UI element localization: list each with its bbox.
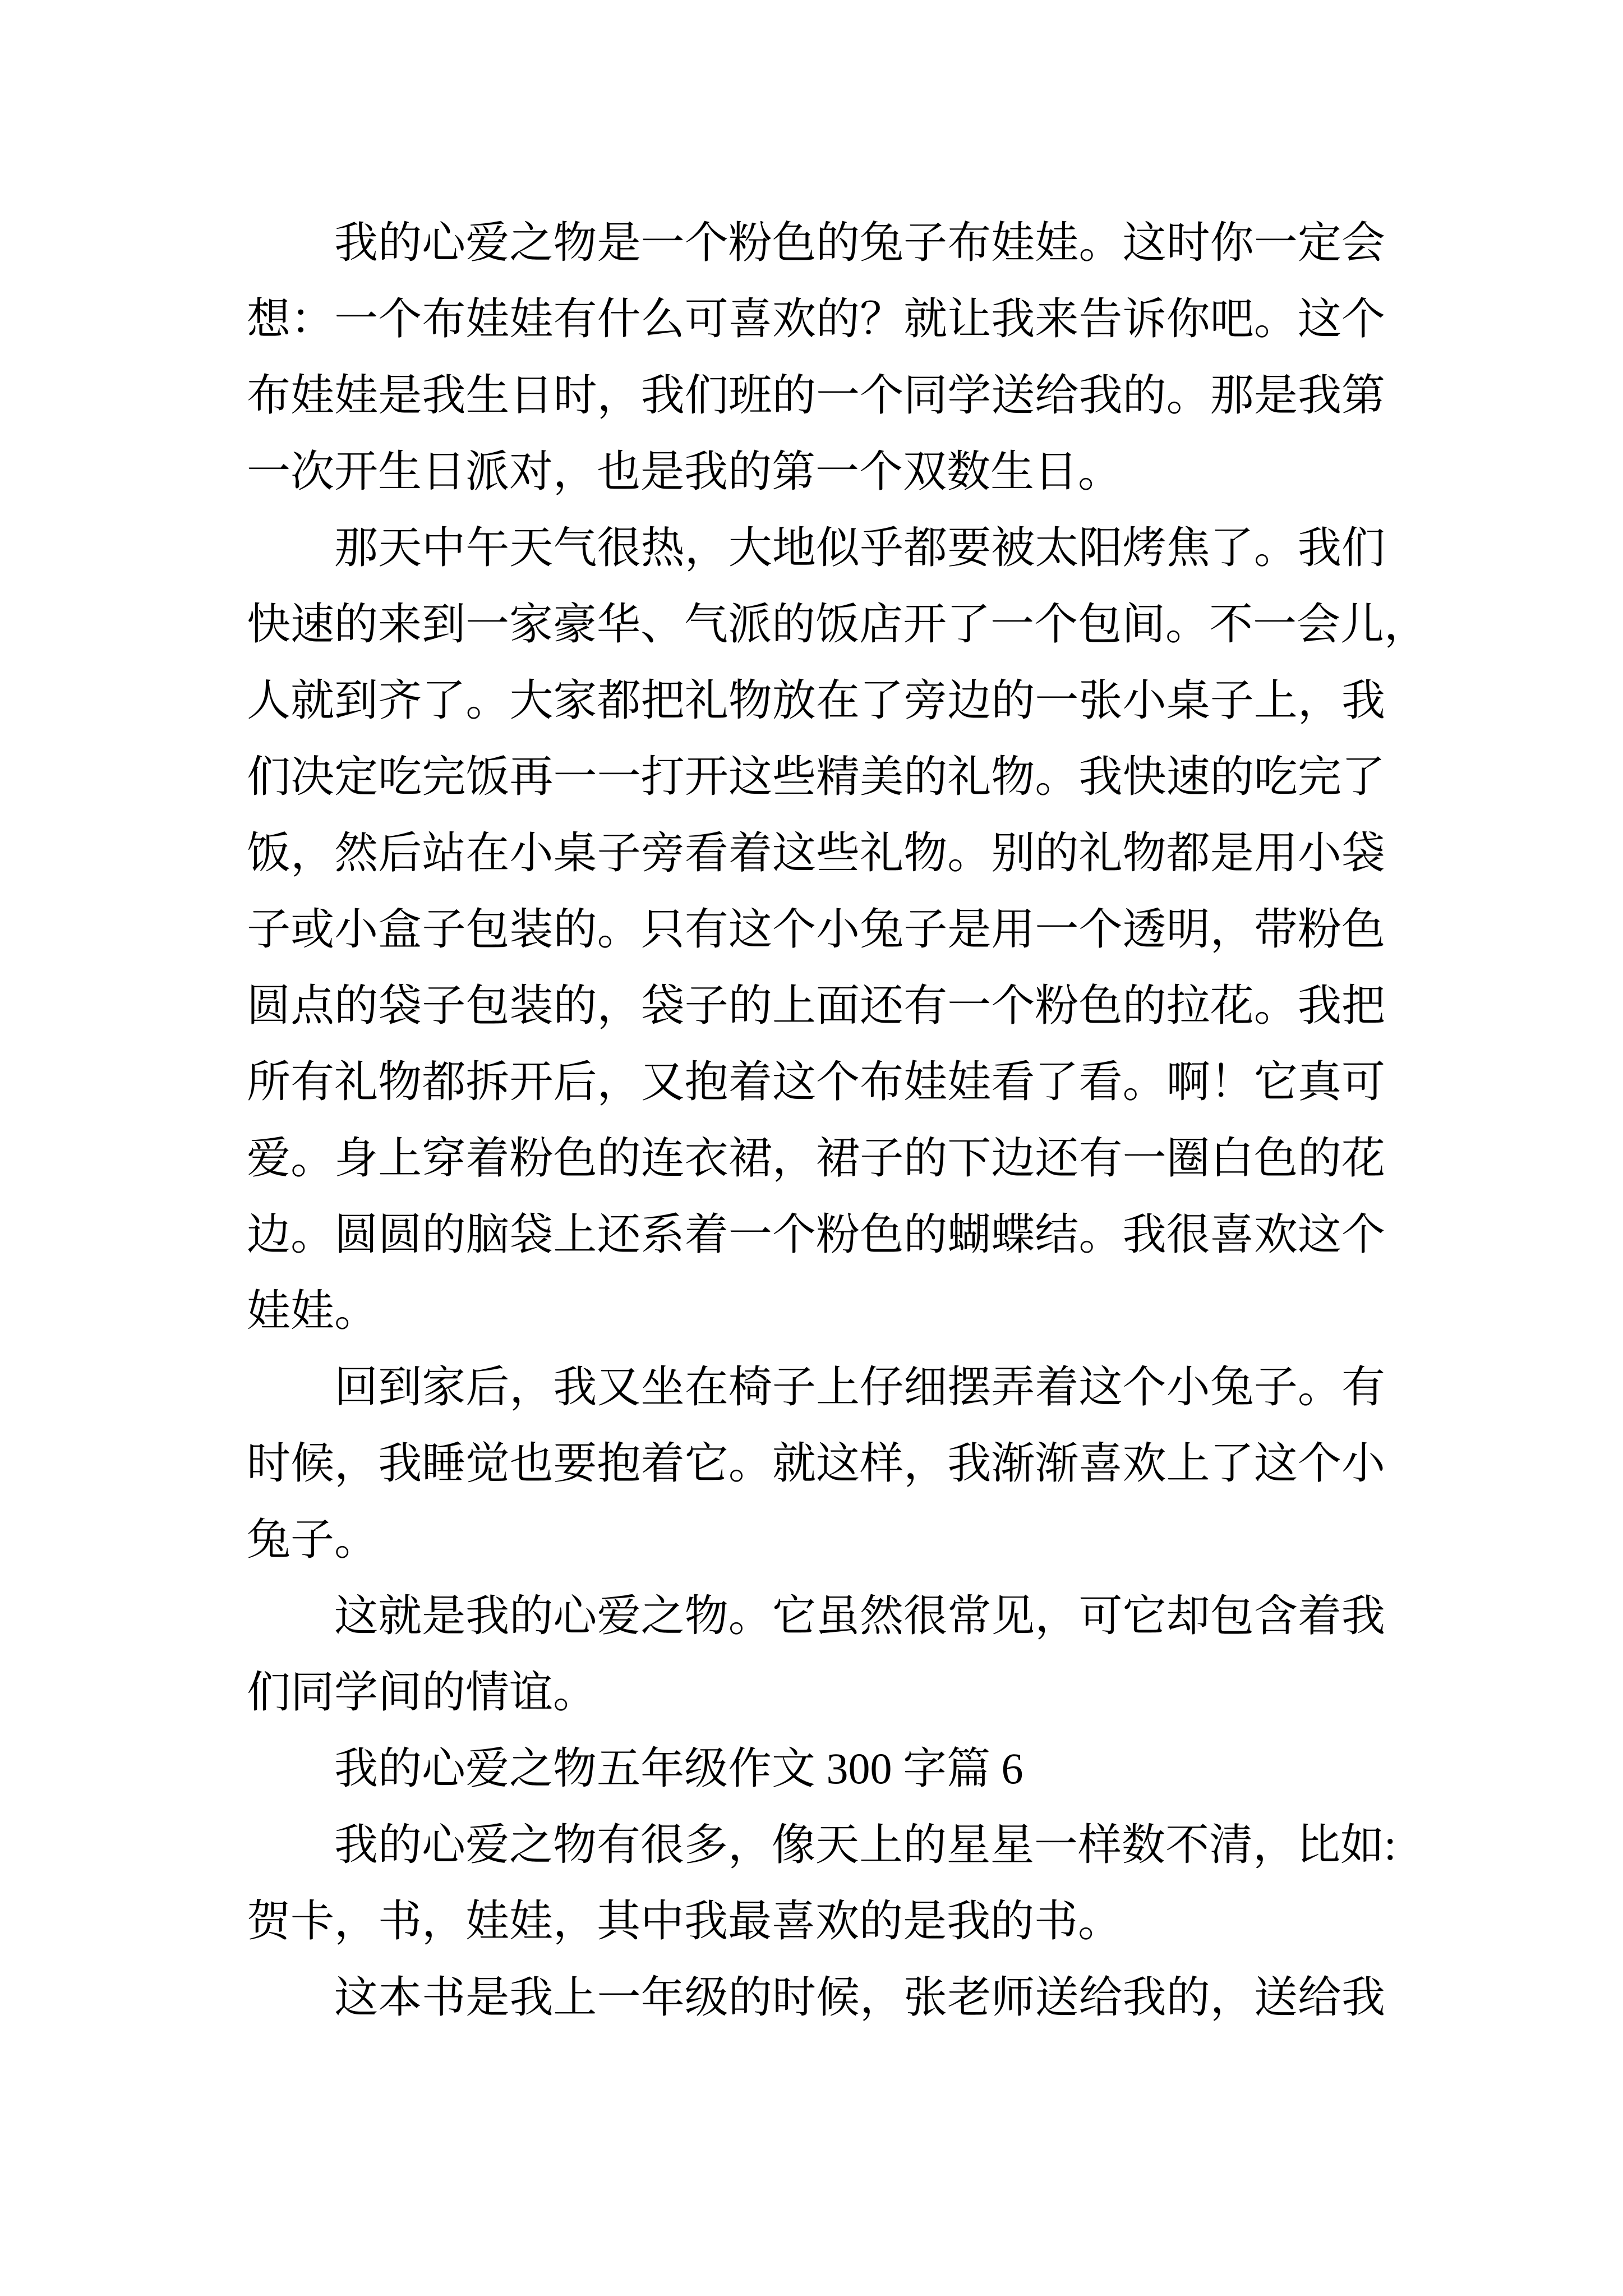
essay-line: 快速的来到一家豪华、气派的饭店开了一个包间。不一会儿，: [247, 600, 1428, 648]
paragraph: [247, 1959, 1385, 2036]
essay-line: 这本书是我上一年级的时候，张老师送给我的，送给我: [334, 1973, 1385, 2022]
essay-line: 时候，我睡觉也要抱着它。就这样，我渐渐喜欢上了这个小: [247, 1439, 1385, 1488]
paragraph: [247, 1807, 1396, 1959]
essay-line: 这就是我的心爱之物。它虽然很常见，可它却包含着我: [334, 1591, 1385, 1640]
section-heading-line: 我的心爱之物五年级作文 300 字篇 6: [334, 1744, 1023, 1793]
essay-line: 子或小盒子包装的。只有这个小兔子是用一个透明，带粉色: [247, 905, 1385, 954]
essay-line: 那天中午天气很热，大地似乎都要被太阳烤焦了。我们: [334, 523, 1385, 572]
essay-line: 贺卡，书，娃娃，其中我最喜欢的是我的书。: [247, 1897, 1122, 1945]
essay-line: 我的心爱之物是一个粉色的兔子布娃娃。这时你一定会: [334, 218, 1385, 267]
essay-line: 人就到齐了。大家都把礼物放在了旁边的一张小桌子上，我: [247, 676, 1385, 725]
essay-line: 回到家后，我又坐在椅子上仔细摆弄着这个小兔子。有: [334, 1363, 1385, 1411]
essay-line: 一次开生日派对，也是我的第一个双数生日。: [247, 447, 1122, 496]
essay-line: 圆点的袋子包装的，袋子的上面还有一个粉色的拉花。我把: [247, 981, 1385, 1030]
essay-line: 娃娃。: [247, 1286, 379, 1335]
paragraph: [247, 205, 1385, 510]
essay-text-block: [247, 205, 1428, 2036]
essay-line: 兔子。: [247, 1515, 379, 1564]
essay-line: 想：一个布娃娃有什么可喜欢的？就让我来告诉你吧。这个: [247, 295, 1385, 343]
essay-line: 们同学间的情谊。: [247, 1668, 597, 1717]
section-heading: [247, 1731, 1385, 1807]
paragraph: [247, 510, 1428, 1349]
essay-line: 边。圆圆的脑袋上还系着一个粉色的蝴蝶结。我很喜欢这个: [247, 1210, 1385, 1259]
essay-line: 所有礼物都拆开后，又抱着这个布娃娃看了看。啊！它真可: [247, 1057, 1385, 1106]
essay-line: 布娃娃是我生日时，我们班的一个同学送给我的。那是我第: [247, 371, 1385, 420]
essay-line: 我的心爱之物有很多，像天上的星星一样数不清，比如:: [334, 1820, 1396, 1869]
essay-line: 爱。身上穿着粉色的连衣裙，裙子的下边还有一圈白色的花: [247, 1134, 1385, 1182]
essay-line: 们决定吃完饭再一一打开这些精美的礼物。我快速的吃完了: [247, 752, 1385, 801]
paragraph: [247, 1349, 1385, 1578]
paragraph: [247, 1578, 1385, 1731]
essay-line: 饭，然后站在小桌子旁看着这些礼物。别的礼物都是用小袋: [247, 829, 1385, 877]
